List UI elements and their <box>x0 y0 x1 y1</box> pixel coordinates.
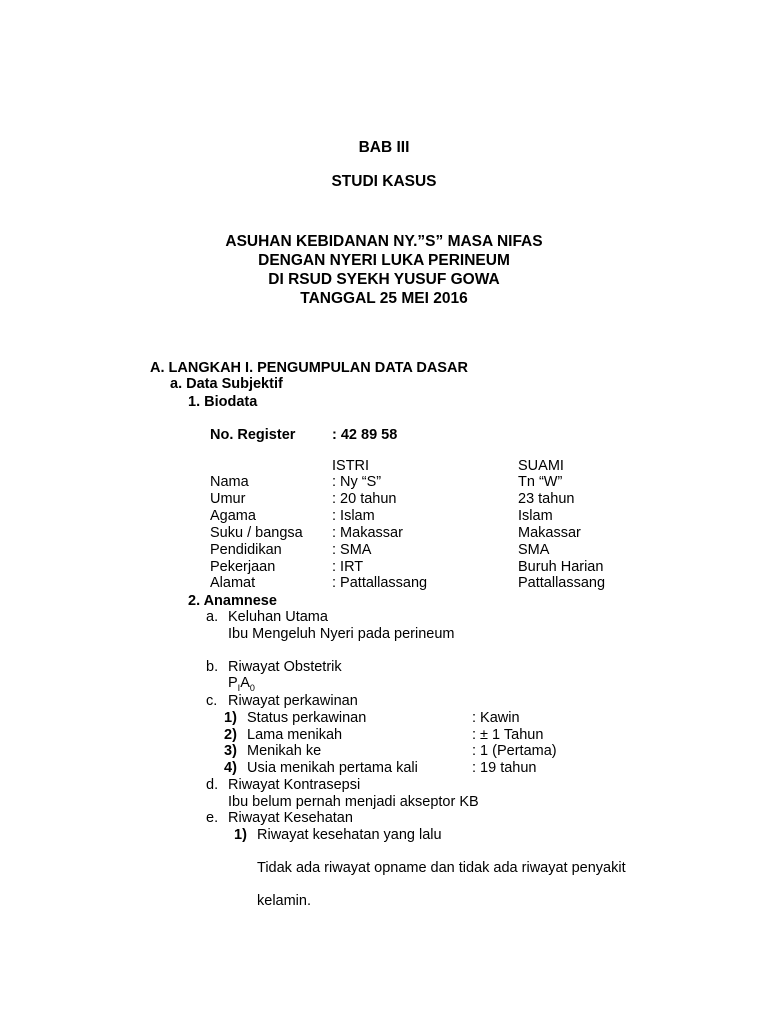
perkawinan-label-2: Lama menikah <box>247 727 343 743</box>
para-letter: P <box>228 675 238 691</box>
obstetrik-letter: b. <box>206 659 219 675</box>
suami-agama: Islam <box>518 508 553 524</box>
row-label-agama: Agama <box>210 508 256 524</box>
row-label-nama: Nama <box>210 474 249 490</box>
perkawinan-num-4: 4) <box>224 760 237 776</box>
heading-line-3: DI RSUD SYEKH YUSUF GOWA <box>268 271 500 288</box>
row-label-alamat: Alamat <box>210 575 256 591</box>
row-label-suku: Suku / bangsa <box>210 525 303 541</box>
suami-pekerjaan: Buruh Harian <box>518 559 604 575</box>
subjective-heading: a. Data Subjektif <box>170 376 283 392</box>
kesehatan-text-line-1: Tidak ada riwayat opname dan tidak ada riwayat penyakit <box>257 860 626 876</box>
para-subscript: I <box>237 683 241 693</box>
perkawinan-value-4: : 19 tahun <box>472 760 537 776</box>
kesehatan-text-line-2: kelamin. <box>257 893 311 909</box>
suami-alamat: Pattallassang <box>518 575 606 591</box>
suami-pendidikan: SMA <box>518 542 550 558</box>
istri-pekerjaan: : IRT <box>332 559 364 575</box>
kesehatan-num-1: 1) <box>234 827 247 843</box>
chapter-title: BAB III <box>358 139 410 156</box>
perkawinan-label-1: Status perkawinan <box>247 710 367 726</box>
perkawinan-value-2: : ± 1 Tahun <box>472 727 544 743</box>
perkawinan-title: Riwayat perkawinan <box>228 693 358 709</box>
istri-nama: : Ny “S” <box>332 474 382 490</box>
kontrasepsi-letter: d. <box>206 777 219 793</box>
obstetrik-formula <box>228 675 255 693</box>
istri-agama: : Islam <box>332 508 375 524</box>
heading-line-4: TANGGAL 25 MEI 2016 <box>300 290 468 307</box>
obstetrik-title: Riwayat Obstetrik <box>228 659 342 675</box>
row-label-umur: Umur <box>210 491 246 507</box>
register-value: : 42 89 58 <box>332 427 398 443</box>
istri-suku: : Makassar <box>332 525 403 541</box>
kesehatan-title: Riwayat Kesehatan <box>228 810 353 826</box>
abortus-subscript: 0 <box>249 683 255 693</box>
perkawinan-letter: c. <box>206 693 218 709</box>
perkawinan-label-4: Usia menikah pertama kali <box>247 760 418 776</box>
perkawinan-num-2: 2) <box>224 727 237 743</box>
istri-umur: : 20 tahun <box>332 491 397 507</box>
perkawinan-value-1: : Kawin <box>472 710 520 726</box>
kesehatan-letter: e. <box>206 810 219 826</box>
suami-umur: 23 tahun <box>518 491 575 507</box>
kesehatan-label-1: Riwayat kesehatan yang lalu <box>257 827 442 843</box>
suami-suku: Makassar <box>518 525 581 541</box>
kontrasepsi-title: Riwayat Kontrasepsi <box>228 777 361 793</box>
istri-pendidikan: : SMA <box>332 542 372 558</box>
keluhan-text: Ibu Mengeluh Nyeri pada perineum <box>228 626 455 642</box>
abortus-letter: A <box>240 675 250 691</box>
keluhan-title: Keluhan Utama <box>228 609 328 625</box>
row-label-pekerjaan: Pekerjaan <box>210 559 276 575</box>
perkawinan-num-1: 1) <box>224 710 237 726</box>
register-label: No. Register <box>210 427 296 443</box>
istri-alamat: : Pattallassang <box>332 575 428 591</box>
heading-line-1: ASUHAN KEBIDANAN NY.”S” MASA NIFAS <box>225 233 543 250</box>
biodata-heading: 1. Biodata <box>188 394 258 410</box>
perkawinan-num-3: 3) <box>224 743 237 759</box>
heading-line-2: DENGAN NYERI LUKA PERINEUM <box>258 252 510 269</box>
column-header-istri: ISTRI <box>332 458 370 474</box>
step-heading: A. LANGKAH I. PENGUMPULAN DATA DASAR <box>150 360 468 376</box>
row-label-pendidikan: Pendidikan <box>210 542 282 558</box>
perkawinan-label-3: Menikah ke <box>247 743 322 759</box>
kontrasepsi-text: Ibu belum pernah menjadi akseptor KB <box>228 794 479 810</box>
anamnese-heading: 2. Anamnese <box>188 593 277 609</box>
section-title: STUDI KASUS <box>331 173 437 190</box>
perkawinan-value-3: : 1 (Pertama) <box>472 743 557 759</box>
suami-nama: Tn “W” <box>518 474 563 490</box>
keluhan-letter: a. <box>206 609 219 625</box>
column-header-suami: SUAMI <box>518 458 564 474</box>
